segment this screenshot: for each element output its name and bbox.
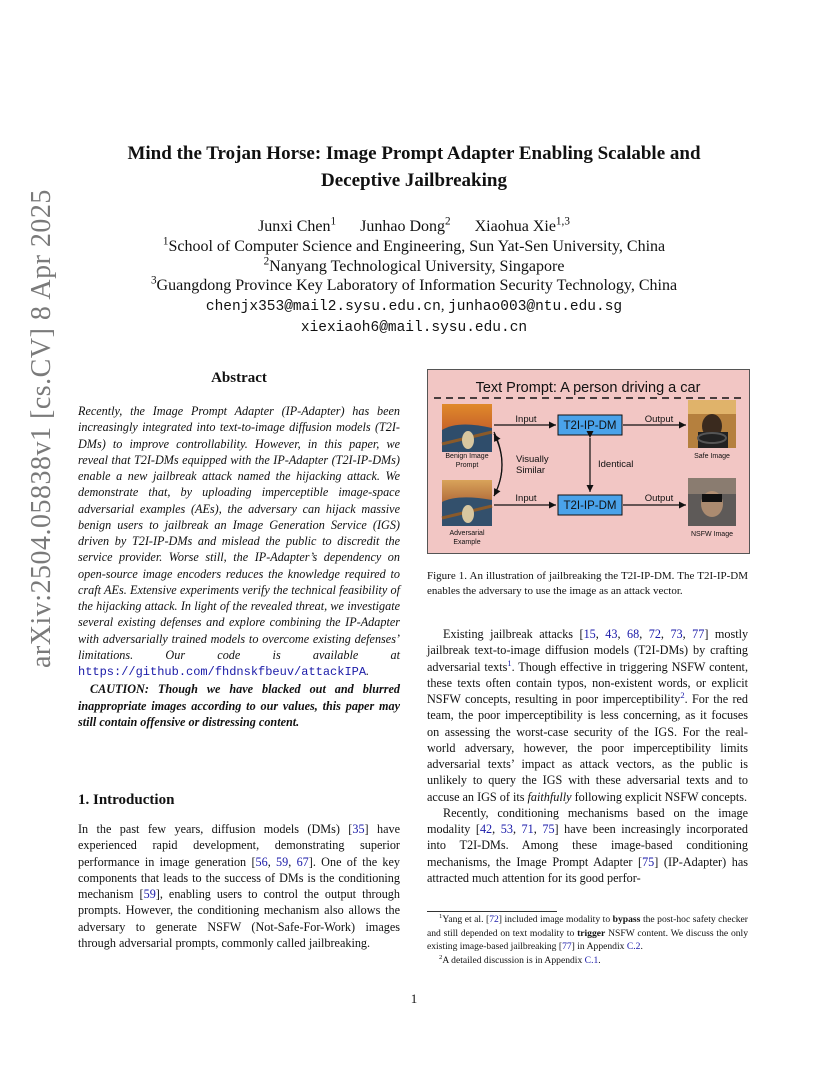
paper-title xyxy=(100,140,728,194)
nsfw-image-label: NSFW Image xyxy=(690,531,734,538)
page-number: 1 xyxy=(410,991,418,1006)
author-emails: chenjx353@mail2.sysu.edu.cn, junhao003@ntu.edu.sg xiexiaoh6@mail.sysu.edu.cn xyxy=(205,298,623,336)
title-line-1: Mind the Trojan Horse: Image Prompt Adapter Enabling Scalable and xyxy=(127,143,701,164)
citation[interactable]: 59 xyxy=(276,854,289,869)
benign-image-label: Benign Image xyxy=(445,453,489,460)
citation[interactable]: 42 xyxy=(479,822,493,836)
intro-right-column: Existing jailbreak attacks [15, 43, 68, 72, 73, 77] mostly jailbreak text-to-image diffusion models (T2I-DMs) by crafting adversarial texts$^1$. Though effective in triggering NSFW content, these texts often contain typos, non-existent words, or explicit NSFW concepts, resulting in poor imperceptibility$^2$. For the red team, the poor imperceptibility is less concerning, as it focuses on assessing the worst-case security of the IGS. For the real-world adversary, however, the poor imperceptibility limits adversarial texts’ impact as attack vectors, as the public is unlikely to query the IGS with these adversarial texts and to accuse an IGS of its faithfully following explicit NSFW concepts. Recently, conditioning mechanisms based on the image modality [42, 53, 71, 75] have been increasingly incorporated into T2I-DMs. Among these image-based conditioning mechanisms, the Image Prompt Adapter [75] (IP-Adapter) has attracted much attention for its good perfor- xyxy=(427,627,749,885)
citation[interactable]: 77 xyxy=(692,627,705,641)
abstract-body: Recently, the Image Prompt Adapter (IP-Adapter) has been increasingly integrated into text-to-image diffusion models (T2I-DMs) to improve controllability. However, in this paper, we reveal that T2I-DMs equipped with the IP-Adapter (T2I-IP-DMs) enable a new jailbreak attack named the hijacking attack. We demonstrate that, by uploading imperceptible image-space adversarial examples (AEs), the adversary can hijack massive benign users to jailbreak an Image Generation Service (IGS) driven by T2I-IP-DMs and mislead the public to discredit the service provider. Worse still, the IP-Adapter’s dependency on open-source image encoders reduces the knowledge required to craft AEs. Extensive experiments verify the technical feasibility of the hijacking attack. In light of the revealed threat, we investigate several existing defenses and explore combining the IP-Adapter with adversarially trained models to overcome existing defenses’ limitations. Our code is available at https://github.com/fhdnskfbeuv/attackIPA. CAUTION: Though we have blacked out and blurred inappropriate images according to our values, this paper may still contain offensive or distressing content. xyxy=(78,404,400,729)
caution-note: CAUTION: Though we have blacked out and blurred inappropriate images according to our values, this paper may still contain offensive or distressing content. xyxy=(78,682,400,729)
safe-image xyxy=(688,400,736,448)
affiliation: $^3$Guangdong Province Key Laboratory of Information Security Technology, China xyxy=(150,274,678,294)
safe-image-label: Safe Image xyxy=(694,453,730,460)
email[interactable]: chenjx353@mail2.sysu.edu.cn xyxy=(205,299,441,315)
author: Junhao Dong$^2$ xyxy=(360,215,451,235)
code-link[interactable]: https://github.com/fhdnskfbeuv/attackIPA xyxy=(78,665,367,679)
email[interactable]: xiexiaoh6@mail.sysu.edu.cn xyxy=(300,320,528,336)
adversarial-example-label: Adversarial xyxy=(449,530,485,537)
figure-1 xyxy=(427,369,750,554)
model-label-top: T2I-IP-DM xyxy=(563,420,617,432)
svg-text:Prompt: Prompt xyxy=(455,462,479,469)
citation[interactable]: 43 xyxy=(605,627,618,641)
citation[interactable]: 72 xyxy=(648,627,661,641)
svg-text:Input: Input xyxy=(515,414,537,425)
text-prompt-label: Text Prompt: A person driving a car xyxy=(475,380,701,396)
footnote-ref[interactable]: 1 xyxy=(507,657,512,668)
svg-text:Output: Output xyxy=(644,414,674,425)
svg-text:Example: Example xyxy=(453,539,481,546)
svg-text:Output: Output xyxy=(644,493,674,504)
affiliation: $^2$Nanyang Technological University, Singapore xyxy=(263,255,565,275)
identical-label: Identical xyxy=(598,459,634,470)
nsfw-image-blurred xyxy=(688,478,736,526)
visually-similar-label: Visually xyxy=(516,454,549,465)
citation[interactable]: 15 xyxy=(583,627,596,641)
title-line-2: Deceptive Jailbreaking xyxy=(321,170,507,191)
citation[interactable]: 68 xyxy=(627,627,640,641)
introduction-text: In the past few years, diffusion models (DMs) [35] have experienced rapid development, demonstrating superior performance in image generation [56, 59, 67]. One of the key components that leads to the success of DMs is the conditioning mechanism [59], enabling users to control the output through prompts. However, the conditioning mechanism also allows the adversary to generate NSFW (Not-Safe-For-Work) images through adversarial prompts, commonly called jailbreaking. xyxy=(78,822,401,950)
citation[interactable]: 56 xyxy=(255,854,268,869)
benign-image-prompt xyxy=(442,404,492,452)
footnote-2: $^2$A detailed discussion is in Appendix C.1. xyxy=(439,953,601,966)
arxiv-side-stamp: arXiv:2504.05838v1 [cs.CV] 8 Apr 2025 xyxy=(26,189,57,668)
svg-text:Similar: Similar xyxy=(516,465,546,476)
figure-caption: Figure 1. An illustration of jailbreaking the T2I-IP-DM. The T2I-IP-DM enables the adversary to use the image as an attack vector. xyxy=(427,570,748,597)
affiliation: $^1$School of Computer Science and Engineering, Sun Yat-Sen University, China xyxy=(162,235,666,255)
footnote-divider xyxy=(427,911,557,912)
svg-text:Input: Input xyxy=(515,493,537,504)
email[interactable]: junhao003@ntu.edu.sg xyxy=(448,299,623,315)
citation[interactable]: 35 xyxy=(352,822,365,836)
figure-diagram xyxy=(428,370,749,553)
footnote-ref[interactable]: 2 xyxy=(680,689,685,700)
adversarial-example-image xyxy=(442,480,492,526)
citation[interactable]: 67 xyxy=(296,854,309,869)
author-list xyxy=(100,217,728,237)
citation[interactable]: 53 xyxy=(500,822,513,836)
footnote-1: $^1$Yang et al. [72] included image modality to bypass the post-hoc safety checker and still depended on text modality to trigger NSFW content. We discuss the only existing image-based jailbreaking [77] in Appendix C.2. xyxy=(427,912,748,952)
abstract-heading: Abstract xyxy=(211,370,267,386)
citation[interactable]: 75 xyxy=(542,822,555,836)
citation[interactable]: 59 xyxy=(143,887,156,901)
section-heading-introduction: 1. Introduction xyxy=(78,792,175,808)
citation[interactable]: 73 xyxy=(670,627,683,641)
citation[interactable]: 71 xyxy=(521,822,534,836)
author: Junxi Chen$^1$ xyxy=(258,215,337,235)
author: Xiaohua Xie$^{1,3}$ xyxy=(474,215,570,235)
citation[interactable]: 75 xyxy=(642,854,655,869)
footnotes xyxy=(427,913,748,967)
model-label-bottom: T2I-IP-DM xyxy=(563,500,617,512)
